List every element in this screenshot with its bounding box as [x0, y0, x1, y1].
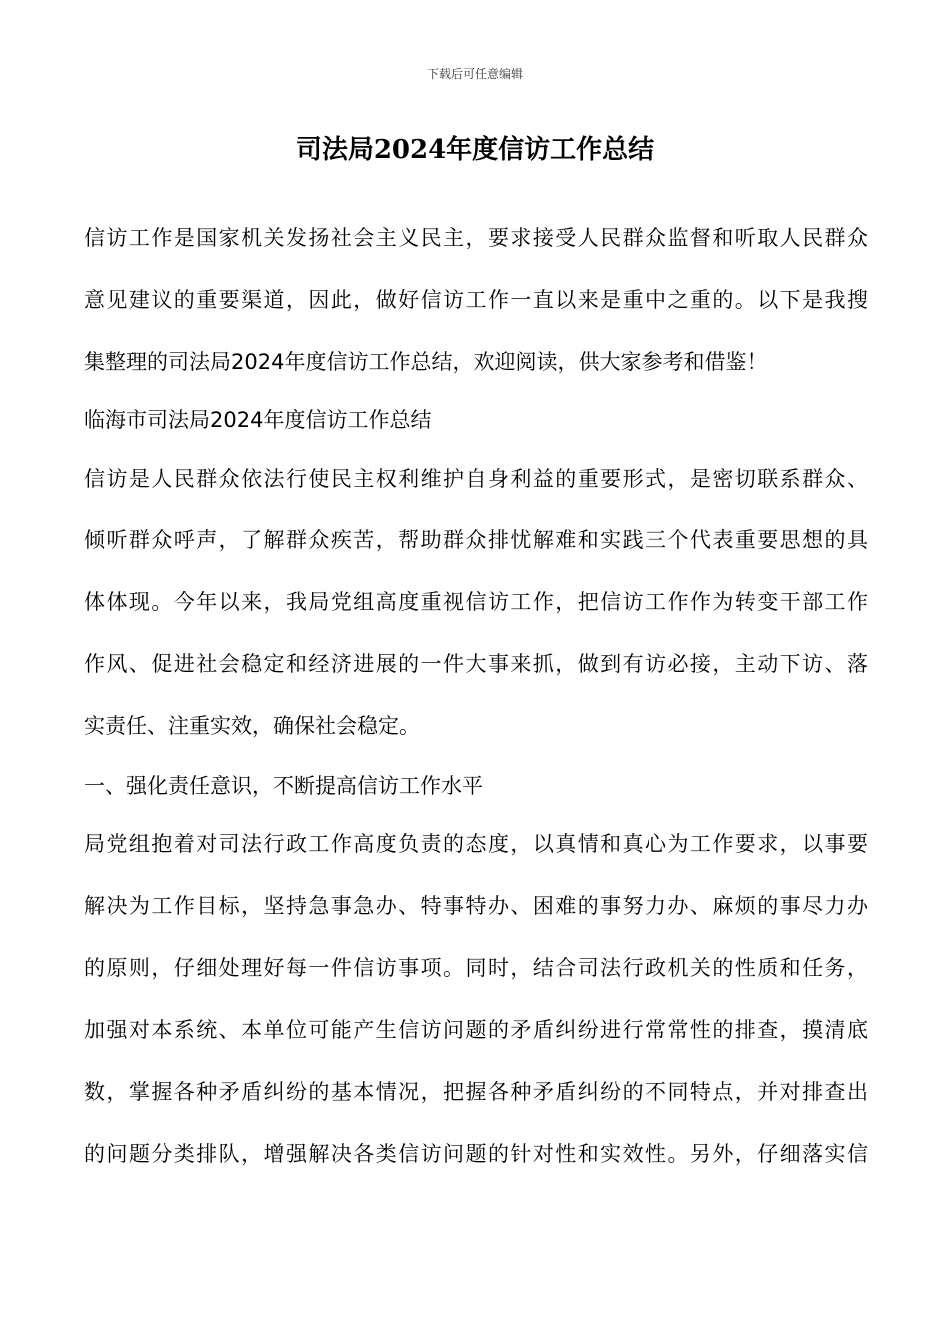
body-line: 的问题分类排队，增强解决各类信访问题的针对性和实效性。另外，仔细落实信 — [84, 1142, 868, 1166]
section-heading: 临海市司法局2024年度信访工作总结 — [84, 408, 432, 432]
body-line: 体体现。今年以来，我局党组高度重视信访工作，把信访工作作为转变干部工作 — [84, 590, 868, 614]
body-line: 数，掌握各种矛盾纠纷的基本情况，把握各种矛盾纠纷的不同特点，并对排查出 — [84, 1080, 868, 1104]
body-line: 的原则，仔细处理好每一件信访事项。同时，结合司法行政机关的性质和任务， — [84, 956, 868, 980]
body-line: 信访是人民群众依法行使民主权利维护自身利益的重要形式，是密切联系群众、 — [84, 467, 868, 491]
document-title: 司法局2024年度信访工作总结 — [295, 135, 655, 165]
body-line: 作风、促进社会稳定和经济进展的一件大事来抓，做到有访必接，主动下访、落 — [84, 652, 868, 676]
body-line: 加强对本系统、本单位可能产生信访问题的矛盾纠纷进行常常性的排查，摸清底 — [84, 1018, 868, 1042]
body-line: 解决为工作目标，坚持急事急办、特事特办、困难的事努力办、麻烦的事尽力办 — [84, 894, 868, 918]
body-line: 集整理的司法局2024年度信访工作总结，欢迎阅读，供大家参考和借鉴！ — [84, 350, 768, 374]
body-line: 信访工作是国家机关发扬社会主义民主，要求接受人民群众监督和听取人民群众 — [84, 226, 868, 250]
section-heading: 一、强化责任意识，不断提高信访工作水平 — [84, 774, 483, 798]
body-line: 实责任、注重实效，确保社会稳定。 — [84, 714, 420, 738]
header-note: 下载后可任意编辑 — [426, 67, 523, 81]
body-line: 倾听群众呼声，了解群众疾苦，帮助群众排忧解难和实践三个代表重要思想的具 — [84, 528, 868, 552]
body-line: 局党组抱着对司法行政工作高度负责的态度，以真情和真心为工作要求，以事要 — [84, 832, 868, 856]
body-line: 意见建议的重要渠道，因此，做好信访工作一直以来是重中之重的。以下是我搜 — [84, 288, 868, 312]
